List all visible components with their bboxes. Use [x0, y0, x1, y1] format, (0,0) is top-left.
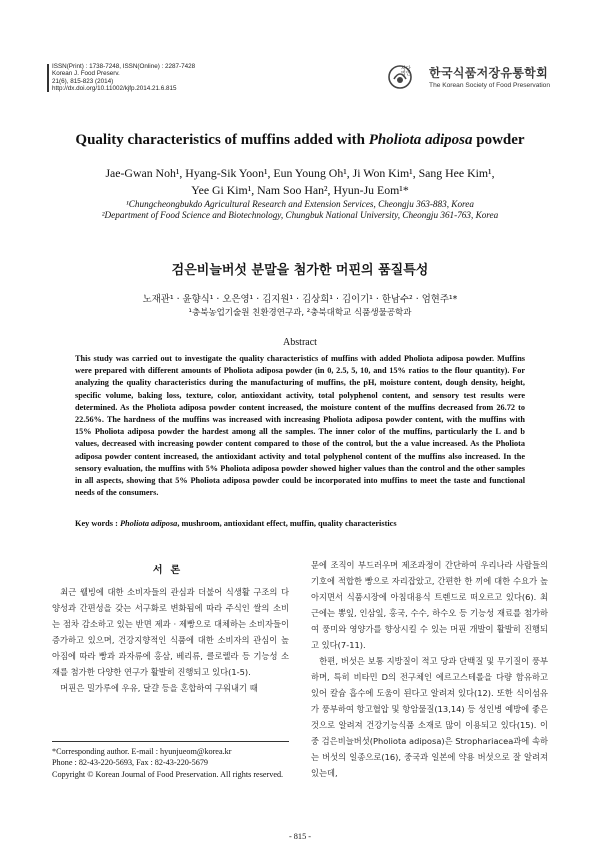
footnote [52, 746, 292, 780]
affiliation-1: ¹Chungcheongbukdo Agricultural Research and Extension Services, Cheongju 363-883, Korea [126, 199, 474, 209]
paper-title: Quality characteristics of muffins added with Pholiota adiposa powder [75, 132, 525, 148]
journal-info [52, 63, 195, 93]
society-name-en: The Korean Society of Food Preservation [429, 82, 550, 89]
right-column [311, 557, 548, 781]
society-header [388, 64, 550, 89]
abstract-heading: Abstract [283, 337, 317, 348]
doi-link[interactable]: http://dx.doi.org/10.11002/kjfp.2014.21.6.815 [52, 85, 177, 93]
abstract-text: This study was carried out to investigate the quality characteristics of muffins with added Pholiota adiposa powder. Muffins were prepared with different amounts of Pholiota adiposa powder (in 0, 2.5, 5, 10, and 15% ratios to the flour quantity). For analyzing the quality characteristics during the manufacturing of muffins, the pH, moisture content, dough density, height, specific volume, baking loss, texture, color, antioxidant activity, total polyphenol content, and sensory test results were determined. As the Pholiota adiposa powder content increased, the moisture content of the muffins decreased from 26.72 to 22.56%. The hardness of the muffins was increased with increasing Pholiota adiposa powder content, with the muffins with 15% Pholiota adiposa powder the hardest among all the samples. The inner color of the muffins, particularly the L and b values, decreased with increasing powder content compared to those of the control, but the a value increased. As the Pholiota adiposa powder content increased, the antioxidant activity and total polyphenol content of the muffins also increased. In the sensory evaluation, the muffins with 5% Pholiota adiposa powder showed higher values than the control and the other samples in all aspects, showing that 5% Pholiota adiposa powder could be incorporated into muffins to meet the taste and functional needs of the consumers. [75, 354, 525, 498]
corresponding-author: *Corresponding author. E-mail : hyunjueom@korea.kr [52, 747, 232, 756]
left-column [52, 584, 289, 696]
korean-affiliations: ¹충북농업기술원 친환경연구과, ²충북대학교 식품생물공학과 [188, 308, 412, 318]
page-number: - 815 - [288, 832, 312, 841]
authors [40, 165, 560, 199]
keywords: Key words : Pholiota adiposa, mushroom, antioxidant effect, muffin, quality characteristics [75, 519, 397, 528]
copyright: Copyright © Korean Journal of Food Preservation. All rights reserved. [52, 769, 284, 779]
issn: ISSN(Print) : 1738-7248, ISSN(Online) : 2287-7428 [52, 63, 196, 70]
affiliations [40, 199, 560, 221]
paragraph: 문에 조직이 부드러우며 제조과정이 간단하여 우리나라 사람들의 기호에 적합한 빵으로 자리잡았고, 간편한 한 끼에 대한 수요가 높아지면서 식품시장에 아침대용식 트렌드로 떠오르고 있다(6). 최근에는 뽕잎, 인삼잎, 홍국, 수수, 하수오 등 기능성 재료를 첨가하여 풍미와 영양가를 향상시킬 수 있는 머핀 개발이 활발히 진행되고 있다(7-11). [311, 560, 548, 650]
affiliation-2: ²Department of Food Science and Biotechnology, Chungbuk National University, Cheongju 361-763, Korea [101, 210, 499, 220]
society-small-label: 사단 법인 [401, 66, 411, 77]
footnote-divider [52, 741, 289, 742]
journal-abbrev: Korean J. Food Preserv. [52, 70, 120, 78]
korean-title: 검은비늘버섯 분말을 첨가한 머핀의 품질특성 [171, 263, 429, 278]
paragraph: 한편, 버섯은 보통 지방질이 적고 당과 단백질 및 무기질이 풍부하며, 특히 비타민 D의 전구체인 에르고스테롤을 다량 함유하고 있어 칼슘 흡수에 도움이 된다고 알려져 있다(12). 또한 식이섬유가 풍부하여 항고혈압 및 항암물질(13,14) 등 성인병 예방에 좋은 것으로 알려져 건강기능식품 소재로 많이 이용되고 있다(15). 이 중 검은비늘버섯(Pholiota adiposa)은 Strophariacea과에 속하는 버섯의 일종으로(16), 중국과 일본에 약용 버섯으로 잘 알려져 있는데, [311, 656, 548, 778]
volume: 21(6), 815-823 (2014) [52, 77, 114, 85]
authors-line-1: Jae-Gwan Noh¹, Hyang-Sik Yoon¹, Eun Young Oh¹, Ji Won Kim¹, Sang Hee Kim¹, [105, 166, 495, 180]
authors-line-2: Yee Gi Kim¹, Nam Soo Han², Hyun-Ju Eom¹* [191, 183, 409, 197]
paragraph: 최근 웰빙에 대한 소비자들의 관심과 더불어 식생활 구조의 다양성과 간편성을 갖는 서구화로 변화됨에 따라 주식인 쌀의 소비는 점차 감소하고 있는 반면 제과 · 제빵으로 대체하는 소비자들이 증가하고 있으며, 건강지향적인 식품에 대한 소비자의 관심이 높아짐에 따라 빵과 과자류에 홍삼, 베리류, 클로렐라 등 기능성 소재를 첨가한 다양한 연구가 활발히 진행되고 있다(1-5). [52, 587, 289, 677]
society-name-ko: 한국식품저장유통학회 [429, 66, 548, 80]
contact-phone: Phone : 82-43-220-5693, Fax : 82-43-220-5679 [52, 758, 209, 768]
korean-authors: 노재관¹ · 윤향식¹ · 오은영¹ · 김지원¹ · 김상희¹ · 김이기¹ · 한남수² · 엄현주¹* [142, 294, 458, 305]
intro-heading: 서론 [152, 565, 189, 576]
paragraph: 머핀은 밀가루에 우유, 달걀 등을 혼합하여 구워내기 때 [60, 683, 258, 693]
title-species: Pholiota adiposa [368, 132, 473, 148]
keywords-label: Key words : [75, 519, 120, 528]
